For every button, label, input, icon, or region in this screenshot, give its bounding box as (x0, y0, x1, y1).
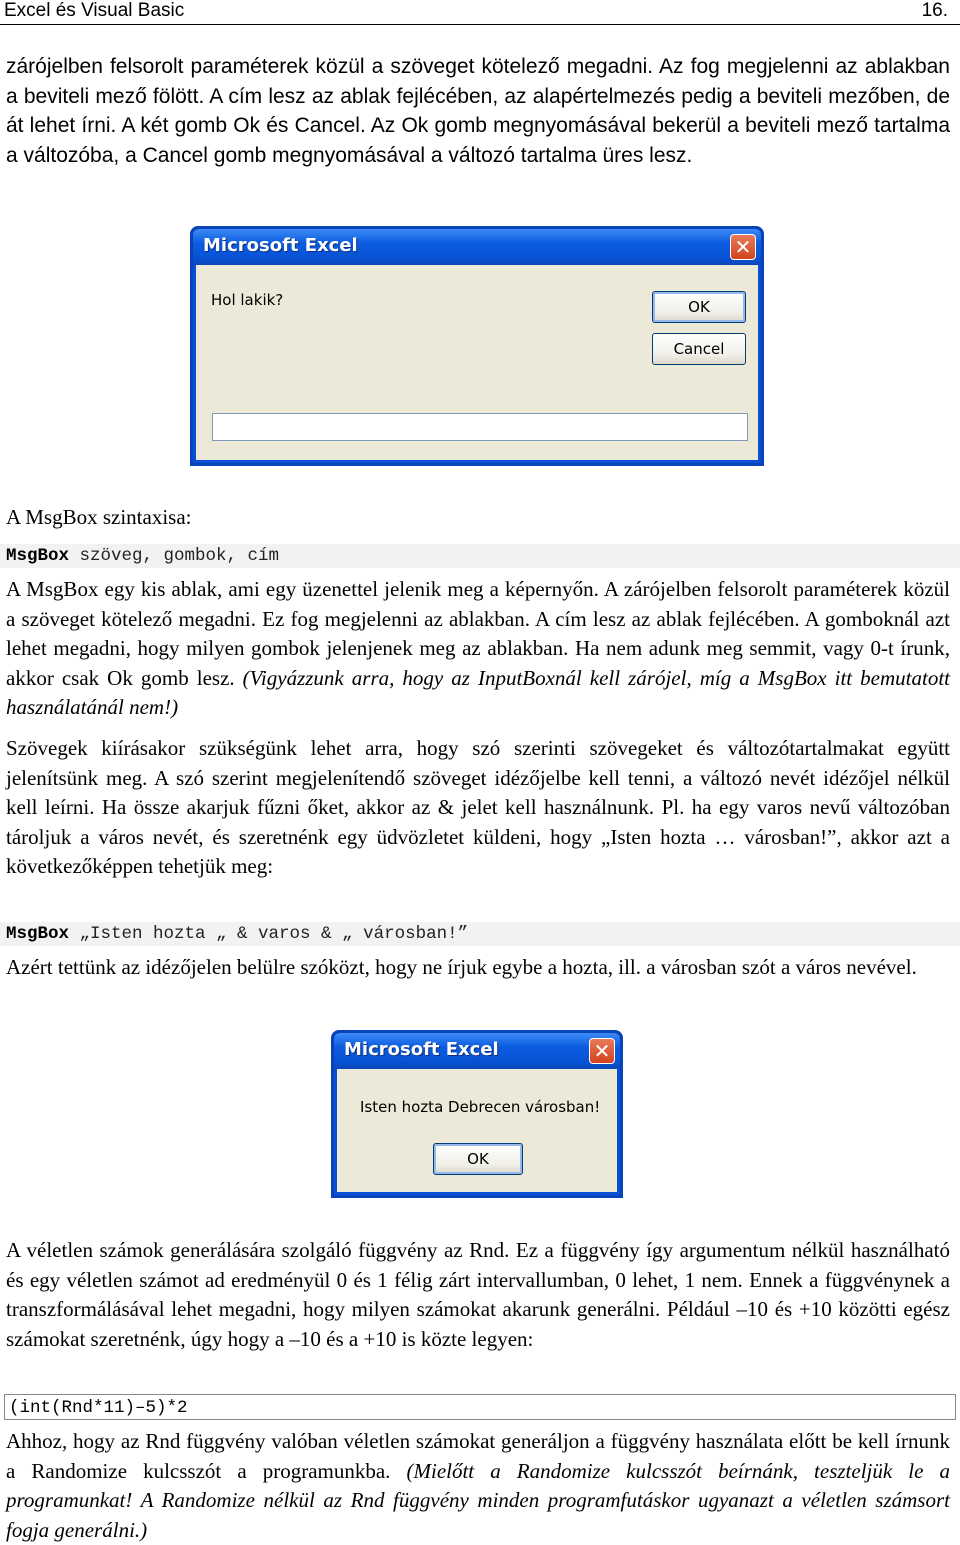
close-icon[interactable]: ✕ (730, 234, 756, 260)
code-line-rnd: (int(Rnd*11)–5)*2 (4, 1394, 956, 1420)
paragraph-randomize-text: Ahhoz, hogy az Rnd függvény valóban véletlen számokat generáljon a függvény használata előtt be kell írnunk a Randomize kulcsszót a programunkba. (6, 1429, 950, 1483)
code-args: „Isten hozta „ & varos & „ városban!” (69, 924, 469, 944)
dialog-title: Microsoft Excel (344, 1039, 499, 1060)
paragraph-msgbox-desc (6, 575, 950, 723)
page-number: 16. (921, 0, 948, 21)
paragraph-msgbox-text: A MsgBox egy kis ablak, ami egy üzenettel jelenik meg a képernyőn. A zárójelben felsorolt paraméterek közül a szöveget kötelező megadni. Ez fog megjelenni az ablakban. A cím lesz az ablak fejlécében. A gomboknál azt lehet megadni, hogy milyen gombok jelenjenek meg az ablakban. Ha nem adunk meg semmit, vagy 0-t írunk, akkor csak Ok gomb lesz. (6, 577, 950, 690)
dialog-prompt: Hol lakik? (211, 291, 284, 309)
dialog-body (196, 265, 758, 460)
dialog-titlebar (193, 229, 761, 265)
code-line-msgbox-concat (0, 922, 960, 946)
paragraph-randomize (6, 1427, 950, 1545)
input-field[interactable] (212, 413, 748, 441)
paragraph-space-note: Azért tettünk az idézőjelen belülre szóközt, hogy ne írjuk egybe a hozta, ill. a városban szót a város nevével. (6, 955, 917, 979)
code-keyword: MsgBox (6, 546, 70, 566)
dialog-message: Isten hozta Debrecen városban! (360, 1098, 601, 1116)
page-header (0, 0, 960, 25)
inputbox-dialog (190, 226, 764, 466)
code-line-msgbox-syntax (0, 544, 960, 568)
paragraph-randomize-note: (Mielőtt a Randomize kulcsszót beírnánk, teszteljük le a programunkat! A Randomize nélkül az Rnd függvény minden programfutáskor ugyanazt a véletlen számsort fogja generálni.) (6, 1458, 950, 1542)
cancel-button[interactable]: Cancel (652, 333, 746, 365)
paragraph-inputbox-desc: zárójelben felsorolt paraméterek közül a szöveget kötelező megadni. Az fog megjelenni az ablakban a beviteli mező fölött. A cím lesz az ablak fejlécében, az alapértelmezés pedig a beviteli mezőben, de át lehet írni. A két gomb Ok és Cancel. Az Ok gomb megnyomásával bekerül a beviteli mező tartalma a változóba, a Cancel gomb megnyomásával a változó tartalma üres lesz. (6, 55, 950, 167)
ok-button[interactable]: OK (652, 291, 746, 323)
dialog-body (337, 1069, 617, 1192)
dialog-titlebar (334, 1033, 620, 1069)
msgbox-heading: A MsgBox szintaxisa: (6, 505, 192, 529)
dialog-title: Microsoft Excel (203, 235, 358, 256)
header-title: Excel és Visual Basic (4, 0, 185, 21)
code-keyword: MsgBox (6, 924, 70, 944)
code-args: szöveg, gombok, cím (69, 546, 280, 566)
paragraph-rnd-desc: A véletlen számok generálására szolgáló függvény az Rnd. Ez a függvény így argumentum nélkül használható és egy véletlen számot ad eredményül 0 és 1 félig zárt intervallumban, 0 lehet, 1 nem. Ennek a függvénynek a transzformálásával lehet megadni, hogy milyen számokat akarunk generálni. Például –10 és +10 közötti egész számokat szeretnénk, úgy hogy a –10 és a +10 is közte legyen: (6, 1238, 950, 1351)
ok-button[interactable]: OK (433, 1143, 523, 1175)
paragraph-msgbox-note: (Vigyázzunk arra, hogy az InputBoxnál kell zárójel, míg a MsgBox itt bemutatott használatánál nem!) (6, 665, 950, 719)
msgbox-dialog (331, 1030, 623, 1198)
close-icon[interactable]: ✕ (589, 1038, 615, 1064)
paragraph-concat-desc: Szövegek kiírásakor szükségünk lehet arra, hogy szó szerinti szövegeket és változótartalmakat együtt jelenítsünk meg. A szó szerint megjelenítendő szöveget idézőjelbe kell tenni, a változó nevét idézőjel nélkül kell leírni. Ha össze akarjuk fűzni őket, akkor az & jelet kell használnunk. Pl. ha egy varos nevű változóban tároljuk a város nevét, és szeretnénk egy üdvözletet küldeni, hogy „Isten hozta … városban!”, akkor azt a következőképpen tehetjük meg: (6, 736, 950, 878)
